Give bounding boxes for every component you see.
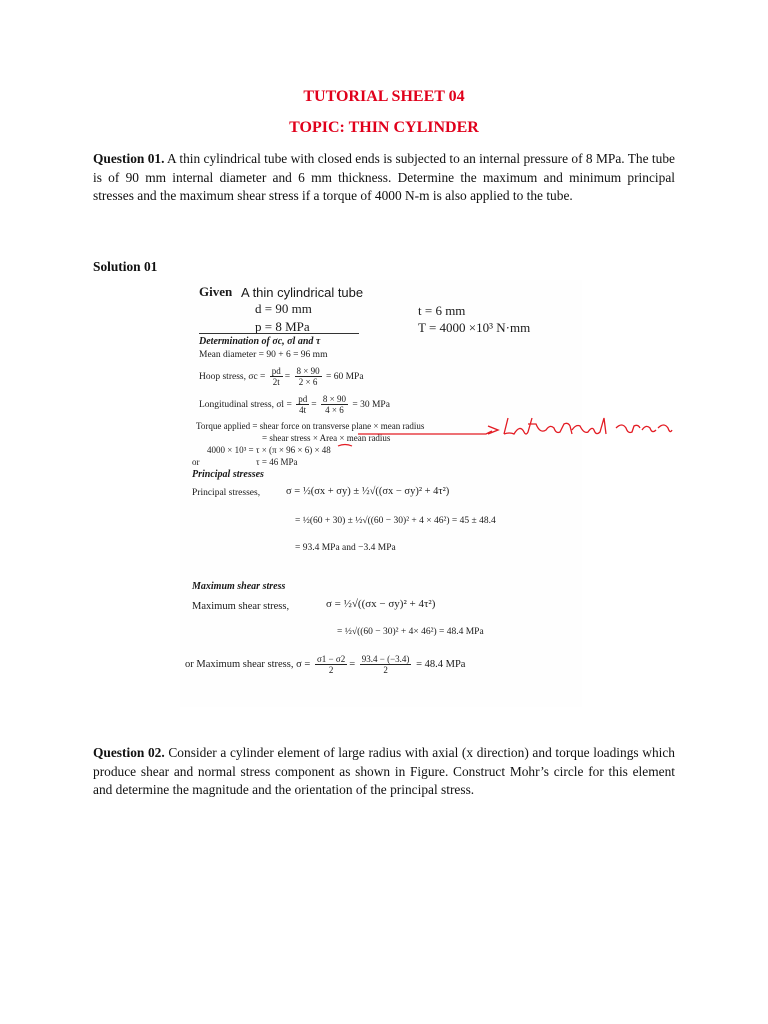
ms-f2-den: 2	[383, 665, 388, 676]
principal-label: Principal stresses,	[192, 488, 261, 498]
principal-formula: σ = ½(σx + σy) ± ½√((σx − σy)² + 4τ²)	[286, 486, 450, 497]
annotation-arrowhead	[488, 426, 498, 434]
max-shear-alt-sigma: σ =	[296, 659, 311, 670]
principal-result: = 93.4 MPa and −3.4 MPa	[295, 543, 396, 553]
principal-substitution: = ½(60 + 30) ± ½√((60 − 30)² + 4 × 46²) = 45 ± 48.4	[295, 516, 496, 526]
max-shear-formula: σ = ½√((σx − σy)² + 4τ²)	[326, 598, 436, 610]
given-t: t = 6 mm	[418, 303, 466, 318]
given-text: A thin cylindrical tube	[241, 285, 364, 300]
area-underline	[338, 445, 352, 447]
question-01-label: Question 01.	[93, 151, 165, 166]
hoop-f2-num: 8 × 90	[296, 366, 320, 377]
max-shear-alt-label: or Maximum shear stress,	[185, 659, 294, 670]
long-f2-den: 4 × 6	[325, 405, 344, 416]
given-d: d = 90 mm	[255, 301, 312, 316]
ms-f1-den: 2	[328, 665, 334, 676]
torque-or: or	[192, 457, 200, 467]
question-02-label: Question 02.	[93, 745, 165, 760]
max-shear-label: Maximum shear stress,	[192, 601, 290, 612]
hoop-stress: Hoop stress, σc = $\frac{pd}{2t}$ = $\frac{8 \times 90}{2 \times 6}$ = 60 MPa	[199, 366, 364, 388]
sheet-title: TUTORIAL SHEET 04	[303, 88, 465, 105]
mean-diameter: Mean diameter = 90 + 6 = 96 mm	[199, 350, 328, 360]
red-underline-marks	[180, 280, 582, 707]
max-shear-substitution: = ½√((60 − 30)² + 4× 46²) = 48.4 MPa	[337, 627, 484, 637]
solution-01-label: Solution 01	[93, 259, 158, 274]
annotation-word-area	[616, 425, 672, 433]
question-02	[93, 744, 675, 800]
given-label: Given	[199, 284, 233, 299]
annotation-word-lateral	[504, 418, 606, 434]
long-label: Longitudinal stress, σl =	[199, 400, 292, 410]
longitudinal-stress: Longitudinal stress, σl = $\frac{pd}{4t}$ = $\frac{8 \times 90}{4 \times 6}$ = 30 MPa	[199, 394, 390, 416]
hoop-f2-den: 2 × 6	[298, 377, 318, 388]
hoop-label: Hoop stress, σc =	[199, 372, 266, 382]
given-T: T = 4000 ×10³ N·mm	[418, 320, 531, 335]
topic-title: TOPIC: THIN CYLINDER	[289, 119, 479, 136]
hoop-f1-num: pd	[271, 366, 281, 377]
torque-line-2: = shear stress × Area × mean radius	[262, 433, 391, 443]
long-f1-den: 4t	[299, 405, 307, 416]
max-shear-heading: Maximum shear stress	[192, 581, 286, 592]
hoop-f1-den: 2t	[272, 377, 280, 388]
transverse-plane-underline	[358, 431, 492, 434]
torque-result: τ = 46 MPa	[256, 457, 298, 467]
handwritten-annotation	[484, 412, 674, 444]
question-01	[93, 150, 675, 206]
determination-heading: Determination of σc, σl and τ	[199, 336, 321, 347]
ms-f2-num: 93.4 − (−3.4)	[361, 654, 410, 665]
max-shear-alt: or Maximum shear stress, σ = $\frac{\sigma 1 - \sigma 2}{2}$ = $\frac{93.4 - (-3.4)}{2}$ = 48.4 MPa	[185, 654, 466, 676]
long-f2-num: 8 × 90	[322, 394, 346, 405]
hoop-result: = 60 MPa	[325, 372, 364, 382]
solution-scan	[180, 280, 582, 707]
given-p: p = 8 MPa	[255, 319, 310, 334]
long-f1-num: pd	[298, 394, 308, 405]
question-01-text: A thin cylindrical tube with closed ends is subjected to an internal pressure of 8 MPa. The tube is of 90 mm internal diameter and 6 mm thickness. Determine the maximum and minimum principal stresses and the maximum shear stress if a torque of 4000 N-m is also applied to the tube.	[93, 151, 675, 203]
long-result: = 30 MPa	[352, 400, 390, 410]
question-02-text: Consider a cylinder element of large radius with axial (x direction) and torque loadings which produce shear and normal stress component as shown in Figure. Construct Mohr’s circle for this element and determine the magnitude and the orientation of the principal stress.	[93, 745, 676, 797]
torque-line-3: 4000 × 10³ = τ × (π × 96 × 6) × 48	[207, 445, 331, 455]
max-shear-alt-result: = 48.4 MPa	[416, 659, 466, 670]
principal-heading: Principal stresses	[192, 469, 264, 480]
ms-f1-num: σ1 − σ2	[316, 654, 346, 665]
torque-line-1: Torque applied = shear force on transverse plane × mean radius	[196, 421, 425, 431]
